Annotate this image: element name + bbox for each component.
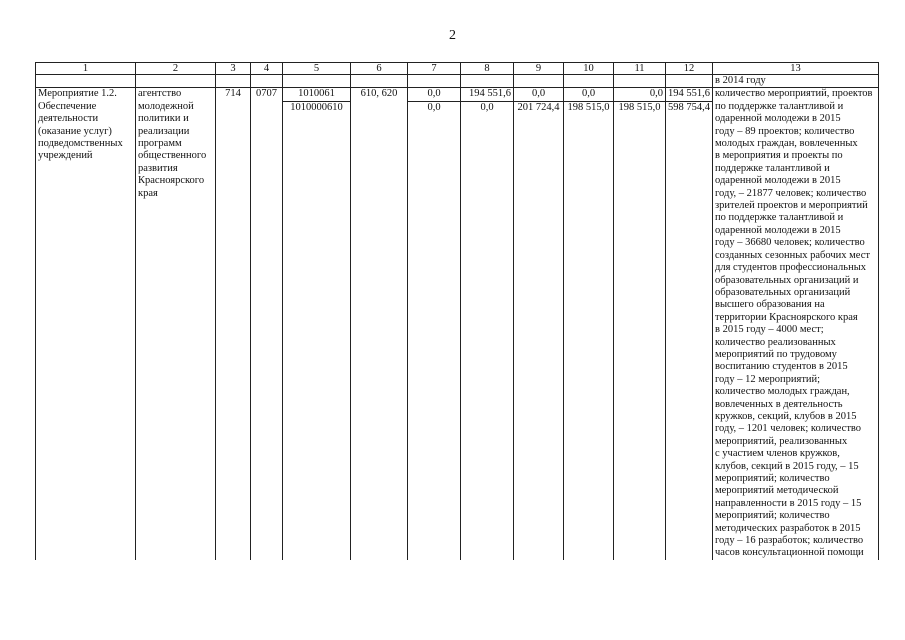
value-line2: 0,0: [480, 101, 494, 113]
expected-result-line: зрителей проектов и мероприятий: [715, 200, 868, 212]
column-number-row: [36, 63, 879, 75]
carry-over-row: [36, 75, 879, 88]
value-line1: 0,0: [614, 88, 665, 101]
executor-line: общественного: [138, 150, 207, 162]
expected-result-line: одаренной молодежи в 2015: [715, 113, 841, 125]
value-cell-col10: [564, 88, 614, 560]
expected-result-line: мероприятий, реализованных: [715, 435, 848, 447]
measure-name-line: подведомственных: [38, 138, 123, 150]
csr-cell: [283, 88, 351, 560]
value-cell-col7: [408, 88, 461, 560]
value-line2: 198 515,0: [618, 101, 661, 113]
expected-result-line: году – 89 проектов; количество: [715, 125, 855, 137]
expected-result-line: количество молодых граждан,: [715, 386, 850, 398]
vr-cell: 610, 620: [351, 88, 408, 560]
expected-result-line: созданных сезонных рабочих мест: [715, 249, 870, 261]
rzpr-cell: 0707: [251, 88, 283, 560]
expected-result-line: молодых граждан, вовлеченных: [715, 138, 858, 150]
expected-result-line: году – 16 разработок; количество: [715, 535, 864, 547]
value-line2: 598 754,4: [668, 101, 710, 113]
page-number: 2: [449, 28, 456, 43]
expected-result-line: часов консультационной помощи: [715, 547, 864, 559]
value-line2: 198 515,0: [567, 101, 610, 113]
expected-result-line: образовательных организаций и: [715, 274, 859, 286]
grbs-cell: 714: [216, 88, 251, 560]
column-number: 3: [216, 63, 251, 75]
value-cell-col8: [461, 88, 514, 560]
measure-name-line: Мероприятие 1.2.: [38, 88, 117, 100]
expected-result-line: клубов, секций в 2015 году, – 15: [715, 460, 859, 472]
column-number: 9: [514, 63, 564, 75]
expected-result-line: воспитанию студентов в 2015: [715, 361, 848, 373]
table-row: [36, 88, 879, 560]
column-number: 12: [666, 63, 713, 75]
value-cell-col9: [514, 88, 564, 560]
column-number: 4: [251, 63, 283, 75]
measure-name-line: (оказание услуг): [38, 125, 112, 137]
column-number: 5: [283, 63, 351, 75]
column-number: 6: [351, 63, 408, 75]
value-line2: 201 724,4: [517, 101, 560, 113]
expected-result-line: году, – 21877 человек; количество: [715, 187, 867, 199]
expected-result-line: для студентов профессиональных: [715, 262, 866, 274]
executor-cell: [136, 88, 216, 560]
expected-result-line: поддержке талантливой и: [715, 162, 830, 174]
expected-result-line: в мероприятия и проекты по: [715, 150, 843, 162]
expected-result-line: с участием членов кружков,: [715, 448, 840, 460]
expected-result-line: количество мероприятий, проектов: [715, 88, 873, 100]
expected-result-line: методических разработок в 2015: [715, 522, 861, 534]
executor-line: программ: [138, 138, 182, 150]
executor-line: края: [138, 187, 158, 199]
measure-name-cell: [36, 88, 136, 560]
expected-result-line: по поддержке талантливой и: [715, 100, 844, 112]
expected-result-line: одаренной молодежи в 2015: [715, 224, 841, 236]
expected-result-line: году – 36680 человек; количество: [715, 237, 865, 249]
expected-result-line: кружков, секций, клубов в 2015: [715, 410, 857, 422]
value-cell-col11: [614, 88, 666, 560]
program-measures-table: [35, 62, 879, 560]
expected-result-line: вовлеченных в деятельность: [715, 398, 843, 410]
executor-line: молодежной: [138, 100, 194, 112]
expected-result-line: в 2015 году – 4000 мест;: [715, 324, 824, 336]
column-number: 7: [408, 63, 461, 75]
expected-result-line: мероприятий; количество: [715, 510, 830, 522]
measure-name-line: учреждений: [38, 150, 93, 162]
csr-code: 1010061: [283, 88, 350, 101]
value-line2: 0,0: [427, 101, 441, 113]
measure-name-line: Обеспечение: [38, 100, 97, 112]
expected-result-line: количество реализованных: [715, 336, 836, 348]
value-line1: 0,0: [564, 88, 613, 101]
value-line1: 0,0: [408, 88, 460, 101]
column-number: 2: [136, 63, 216, 75]
expected-result-line: одаренной молодежи в 2015: [715, 175, 841, 187]
value-line1: 194 551,6: [461, 88, 513, 101]
expected-result-line: мероприятий; количество: [715, 473, 830, 484]
expected-result-line: году, – 1201 человек; количество: [715, 423, 862, 435]
csr-code: 1010000610: [290, 101, 343, 113]
expected-result-cell: [713, 88, 879, 560]
carry-over-text: в 2014 году: [713, 75, 879, 88]
expected-result-line: мероприятий по трудовому: [715, 348, 837, 360]
value-line1: 0,0: [514, 88, 563, 101]
expected-result-line: высшего образования на: [715, 299, 825, 311]
executor-line: агентство: [138, 88, 182, 100]
executor-line: развития: [138, 162, 178, 174]
value-line1: 194 551,6: [666, 88, 712, 101]
expected-result-line: территории Красноярского края: [715, 311, 858, 323]
column-number: 13: [713, 63, 879, 75]
expected-result-line: образовательных организаций: [715, 286, 851, 298]
column-number: 11: [614, 63, 666, 75]
measure-name-line: деятельности: [38, 113, 99, 125]
executor-line: реализации: [138, 125, 190, 137]
expected-result-line: мероприятий методической: [715, 485, 839, 497]
column-number: 8: [461, 63, 514, 75]
expected-result-line: по поддержке талантливой и: [715, 212, 844, 224]
column-number: 1: [36, 63, 136, 75]
expected-result-line: году – 12 мероприятий;: [715, 373, 821, 385]
executor-line: Красноярского: [138, 175, 205, 187]
column-number: 10: [564, 63, 614, 75]
executor-line: политики и: [138, 113, 189, 125]
expected-result-line: направленности в 2015 году – 15: [715, 497, 862, 509]
value-cell-col12: [666, 88, 713, 560]
